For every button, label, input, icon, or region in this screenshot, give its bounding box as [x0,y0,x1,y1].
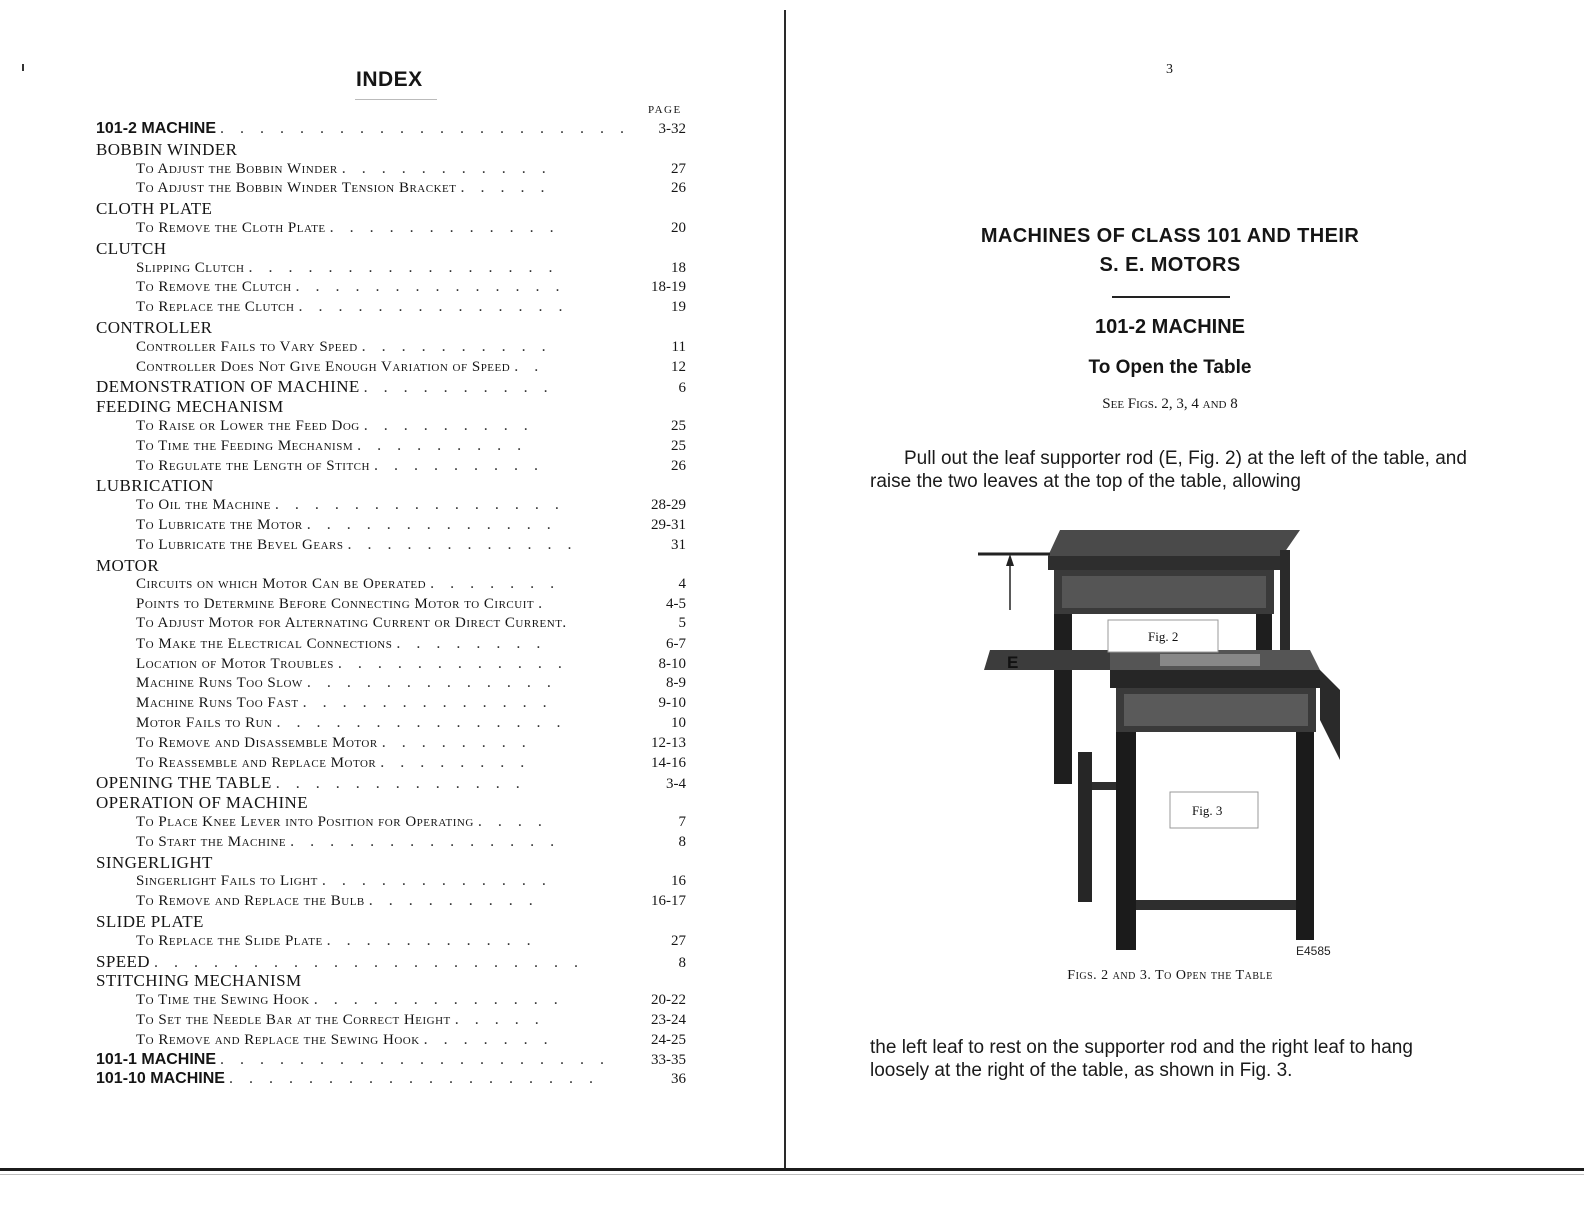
index-entry [96,1051,686,1071]
index-entry-label: To Regulate the Length of Stitch [136,457,370,474]
index-leader-dots: . . . . [477,813,548,830]
index-leader-dots: . . . . . . . [430,575,561,593]
index-leader-dots: . . . . . [454,1011,545,1028]
index-entry-label: To Adjust Motor for Alternating Current or Direct Current. [136,615,567,631]
fig3-label: Fig. 3 [1192,803,1223,818]
index-entry-page: 8 [678,833,686,850]
index-leader-dots: . . . . . . . . . . . . . . . . . . . . [220,1050,611,1068]
instruction-paragraph-2: the left leaf to rest on the supporter rod and the right leaf to hang loosely at the right of the table, as shown in Fig. 3. [870,1037,1413,1081]
index-entry [136,575,686,595]
chapter-heading-line2: S. E. MOTORS [1099,254,1241,276]
index-entry [96,556,686,576]
index-leader-dots: . . . . . . . . . . [363,379,554,397]
index-entry-label: CONTROLLER [96,318,213,337]
fig2-label: Fig. 2 [1148,629,1179,644]
index-entry [96,199,686,219]
title-rule [355,99,437,100]
index-entry-page: 25 [671,437,686,454]
book-spine [784,10,786,1170]
index-entry-page: 8-10 [658,655,686,672]
index-entry-label: To Remove and Replace the Sewing Hook [136,1031,420,1048]
index-entry-label: FEEDING MECHANISM [96,397,284,417]
index-leader-dots: . . . . . . . . . . . . . . [298,298,569,316]
index-leader-dots: . . . . . . . . . . . . . [302,694,553,712]
index-entry-label: OPENING THE TABLE [96,773,272,793]
index-title: INDEX [356,68,423,91]
index-entry-page: 26 [671,180,686,197]
index-entry [96,377,686,397]
index-entry [96,476,686,496]
index-page [80,60,700,1140]
index-leader-dots: . . . . . . . . . . . . [347,535,578,553]
index-entry-label: To Raise or Lower the Feed Dog [136,418,360,434]
index-entry [96,853,686,873]
index-leader-dots: . . . . . . . . . . . . . [306,516,557,533]
index-leader-dots: . . [514,357,545,375]
index-entry-page: 5 [678,615,686,631]
index-leader-dots: . [538,595,549,613]
index-entry-label: Singerlight Fails to Light [136,873,318,890]
index-entry-label: To Replace the Slide Plate [136,932,323,949]
index-entry-label: Motor Fails to Run [136,715,273,731]
index-leader-dots: . . . . . [460,179,551,197]
index-entry-page: 4 [678,576,686,593]
figure-caption: Figs. 2 and 3. To Open the Table [1067,968,1273,983]
index-entry-label: Controller Does Not Give Enough Variation of Speed [136,358,511,375]
index-leader-dots: . . . . . . . . [381,733,532,751]
index-leader-dots: . . . . . . . . . . . . . . . . . . . [228,1070,599,1088]
index-entry-page: 6 [678,380,686,397]
index-entry [136,674,686,694]
index-leader-dots: . . . . . . . . [380,753,531,771]
index-entry-label: To Adjust the Bobbin Winder [136,160,338,177]
index-entry-page: 23-24 [651,1012,686,1028]
page-column-header: PAGE [648,104,682,116]
index-entry-label: STITCHING MECHANISM [96,971,302,991]
index-entry-page: 16 [671,873,686,890]
index-entry [136,932,686,952]
index-entry [96,120,686,140]
index-leader-dots: . . . . . . . . . . . . . . [295,278,566,296]
index-entry-page: 6-7 [666,635,686,652]
index-leader-dots: . . . . . . . . . . . . . [313,991,564,1009]
index-entry [96,239,686,259]
index-entry-page: 8 [678,954,686,971]
index-leader-dots: . . . . . . . . . . . . . . [290,832,561,850]
index-entry-page: 18-19 [651,279,686,296]
index-entry-label: OPERATION OF MACHINE [96,793,309,813]
page-bottom-edge [0,1168,1584,1171]
index-entry-label: To Oil the Machine [136,497,271,514]
index-entry-label: To Make the Electrical Connections [136,635,393,652]
index-entry-page: 10 [671,715,686,731]
index-entry [96,952,686,972]
index-entry-page: 4-5 [666,596,686,613]
index-entry-label: 101-10 MACHINE [96,1070,225,1088]
index-entry [136,872,686,892]
index-entry-label: To Set the Needle Bar at the Correct Height [136,1012,451,1028]
index-entry [96,793,686,813]
index-leader-dots: . . . . . . . [423,1030,554,1048]
index-leader-dots: . . . . . . . . . . . . . . . [274,496,565,514]
index-entry [136,734,686,754]
index-entry [96,773,686,793]
index-entry [136,259,686,279]
index-entry-label: Machine Runs Too Fast [136,695,299,712]
index-entry-page: 19 [671,299,686,316]
sewing-table-illustration [970,520,1370,960]
index-entry-label: To Start the Machine [136,833,287,850]
index-entry [136,298,686,318]
index-leader-dots: . . . . . . . . . [368,892,539,910]
index-entry-page: 16-17 [651,893,686,910]
index-entry-label: Controller Fails to Vary Speed [136,338,358,355]
index-entry-label: SINGERLIGHT [96,852,213,872]
table-fig3-drawing [984,650,1340,950]
index-entry-page: 24-25 [651,1031,686,1048]
index-entry [136,991,686,1011]
index-entry [136,615,686,635]
index-entry-page: 8-9 [666,675,686,692]
index-entry-page: 3-32 [658,121,686,137]
index-entry [136,437,686,457]
index-entry [136,278,686,298]
index-leader-dots: . . . . . . . . . [357,436,528,454]
index-entry-page: 14-16 [651,754,686,771]
index-entry-label: CLUTCH [96,238,167,258]
label-e: E [1007,653,1019,672]
index-entry [96,318,686,338]
index-leader-dots: . . . . . . . . . . . . . [306,674,557,692]
index-entry [136,219,686,239]
index-leader-dots: . . . . . . . . . [373,456,544,474]
index-leader-dots: . . . . . . . . . . . [326,931,537,949]
index-leader-dots: . . . . . . . . . [363,417,534,434]
index-entry-label: SLIDE PLATE [96,912,204,931]
plate-code: E4585 [1296,944,1331,958]
index-entry [136,754,686,774]
page-number: 3 [1166,62,1173,77]
index-entry [136,714,686,734]
index-entry [136,358,686,378]
figure-reference: See Figs. 2, 3, 4 and 8 [1102,396,1238,412]
index-entry [136,179,686,199]
index-entry-label: CLOTH PLATE [96,199,213,219]
index-entry-label: To Replace the Clutch [136,299,295,316]
index-entry-label: BOBBIN WINDER [96,139,238,159]
section-title: 101-2 MACHINE [1094,316,1246,338]
index-entry-label: To Remove and Disassemble Motor [136,734,378,751]
page-bottom-edge-shadow [0,1174,1584,1175]
index-entry-page: 33-35 [651,1051,686,1068]
index-leader-dots: . . . . . . . . . . . . . . . . [248,258,559,276]
index-entry-label: To Remove the Clutch [136,279,292,296]
index-entry [136,1031,686,1051]
index-entry [136,1011,686,1031]
index-entry-page: 29-31 [651,517,686,533]
index-entry [96,1070,686,1090]
index-entry-page: 26 [671,457,686,474]
index-leader-dots: . . . . . . . . . . [361,337,552,355]
index-entry [136,160,686,180]
index-entry-page: 7 [678,814,686,830]
index-entry-label: To Time the Feeding Mechanism [136,437,354,454]
chapter-heading-line1: MACHINES OF CLASS 101 AND THEIR [980,225,1360,247]
chapter-heading [800,222,1540,280]
index-entry-label: LUBRICATION [96,476,214,496]
content-page [800,40,1560,1140]
index-entry-label: Slipping Clutch [136,259,245,276]
index-entry [136,892,686,912]
index-leader-dots: . . . . . . . . . . . . . . . . . . . . . [220,120,631,137]
index-entry-label: Points to Determine Before Connecting Motor to Circuit [136,596,535,613]
index-entry [136,417,686,437]
index-entry [136,694,686,714]
index-leader-dots: . . . . . . . . . . . . [321,872,552,890]
index-entry [136,338,686,358]
index-entry-label: MOTOR [96,555,160,575]
index-entry-page: 12 [671,358,686,375]
scan-mark [22,64,24,71]
index-entry [136,516,686,536]
index-entry [136,833,686,853]
index-leader-dots: . . . . . . . . [396,634,547,652]
index-entry [136,655,686,675]
index-entry-page: 27 [671,932,686,949]
index-entry [136,813,686,833]
index-entry-label: To Place Knee Lever into Position for Operating [136,814,474,830]
index-entry [136,457,686,477]
index-entry-label: 101-2 MACHINE [96,120,217,137]
index-entry-page: 28-29 [651,497,686,514]
index-entry-page: 11 [671,338,686,355]
index-entry-label: Machine Runs Too Slow [136,675,303,692]
index-entry [96,912,686,932]
index-entry [136,496,686,516]
index-leader-dots: . . . . . . . . . . . . [337,654,568,672]
index-entry-label: To Reassemble and Replace Motor [136,754,377,771]
subsection-title: To Open the Table [1088,357,1252,378]
heading-rule [1112,296,1230,298]
index-entry-label: DEMONSTRATION OF MACHINE [96,377,360,397]
index-leader-dots: . . . . . . . . . . . [341,159,552,177]
index-entry [136,595,686,615]
index-entry [136,635,686,655]
index-entry-label: 101-1 MACHINE [96,1050,217,1068]
index-entry-label: Location of Motor Troubles [136,655,334,672]
index-entry-page: 12-13 [651,734,686,751]
index-leader-dots: . . . . . . . . . . . . . . . . . . . . . . [153,953,584,971]
index-entry-page: 31 [671,536,686,553]
index-entry-page: 20 [671,220,686,236]
index-entry [96,397,686,417]
index-entry-label: To Remove the Cloth Plate [136,220,326,236]
index-leader-dots: . . . . . . . . . . . . . [275,775,526,793]
index-entry-page: 20-22 [651,992,686,1009]
index-entry-page: 36 [671,1071,686,1088]
index-entry [136,536,686,556]
index-entry [96,140,686,160]
index-entry-page: 27 [671,160,686,177]
index-leader-dots: . . . . . . . . . . . . . . . [276,714,567,731]
index-entry [96,971,686,991]
index-entry-page: 3-4 [666,776,686,793]
index-entry-label: To Adjust the Bobbin Winder Tension Bracket [136,180,457,197]
index-entry-label: SPEED [96,951,150,971]
instruction-paragraph-1: Pull out the leaf supporter rod (E, Fig. 2) at the left of the table, and raise the two leaves at the top of the table, allowing [870,448,1467,492]
index-entry-page: 9-10 [658,695,686,712]
index-entry-label: To Lubricate the Motor [136,517,303,533]
index-entry-label: Circuits on which Motor Can be Operated [136,576,427,593]
index-entry-label: To Lubricate the Bevel Gears [136,536,344,553]
index-entry-label: To Remove and Replace the Bulb [136,893,365,910]
index-leader-dots: . . . . . . . . . . . . [329,219,560,236]
index-entry-page: 25 [671,418,686,434]
index-entry-page: 18 [671,259,686,276]
index-entry-label: To Time the Sewing Hook [136,992,310,1009]
